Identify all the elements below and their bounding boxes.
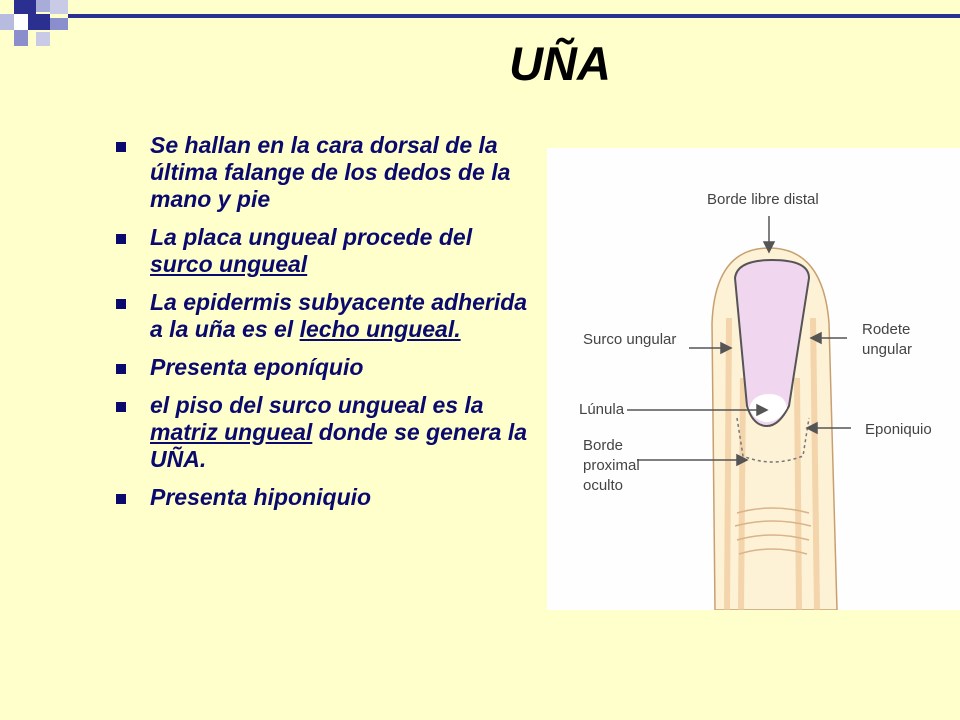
surco-ungueal-link[interactable]: surco ungueal	[150, 251, 308, 277]
list-item	[115, 289, 540, 343]
label-eponiquio: Eponiquio	[865, 421, 932, 438]
list-item	[115, 132, 540, 213]
label-surco-ungular: Surco ungular	[583, 331, 677, 348]
bullet-list	[115, 132, 540, 522]
square-bullet-icon	[116, 494, 126, 504]
square-bullet-icon	[116, 299, 126, 309]
label-borde-libre: Borde libre distal	[707, 191, 819, 208]
list-item	[115, 484, 540, 511]
bullet-text: Presenta eponíquio	[150, 354, 364, 380]
bullet-text: donde se genera la UÑA.	[150, 419, 528, 472]
bullet-text: La placa ungueal procede del	[150, 224, 473, 250]
bullet-text: Presenta hiponiquio	[150, 484, 372, 510]
bullet-text: Se hallan en la cara dorsal de la última falange de los dedos de la mano y pie	[150, 132, 511, 212]
square-bullet-icon	[116, 364, 126, 374]
lecho-ungueal-link[interactable]: lecho ungueal.	[299, 316, 461, 342]
nail-anatomy-figure	[547, 148, 960, 610]
fingertip-diagram	[547, 148, 960, 610]
title-accent-bar	[68, 14, 960, 18]
label-lunula: Lúnula	[579, 401, 625, 418]
label-oculto: oculto	[583, 477, 624, 494]
label-rodete: Rodete	[862, 321, 911, 338]
label-borde: Borde	[583, 437, 624, 454]
bullet-text: el piso del surco ungueal es la	[150, 392, 484, 418]
label-proximal: proximal	[583, 457, 640, 474]
square-bullet-icon	[116, 234, 126, 244]
bullet-text: La epidermis subyacente adherida a la uña es el	[150, 289, 528, 342]
square-bullet-icon	[116, 142, 126, 152]
matriz-ungueal-link[interactable]: matriz ungueal	[150, 419, 313, 445]
label-rodete-ungular: ungular	[862, 341, 913, 358]
square-bullet-icon	[116, 402, 126, 412]
list-item	[115, 224, 540, 278]
list-item	[115, 354, 540, 381]
page-title: UÑA	[509, 37, 611, 90]
list-item	[115, 392, 540, 473]
